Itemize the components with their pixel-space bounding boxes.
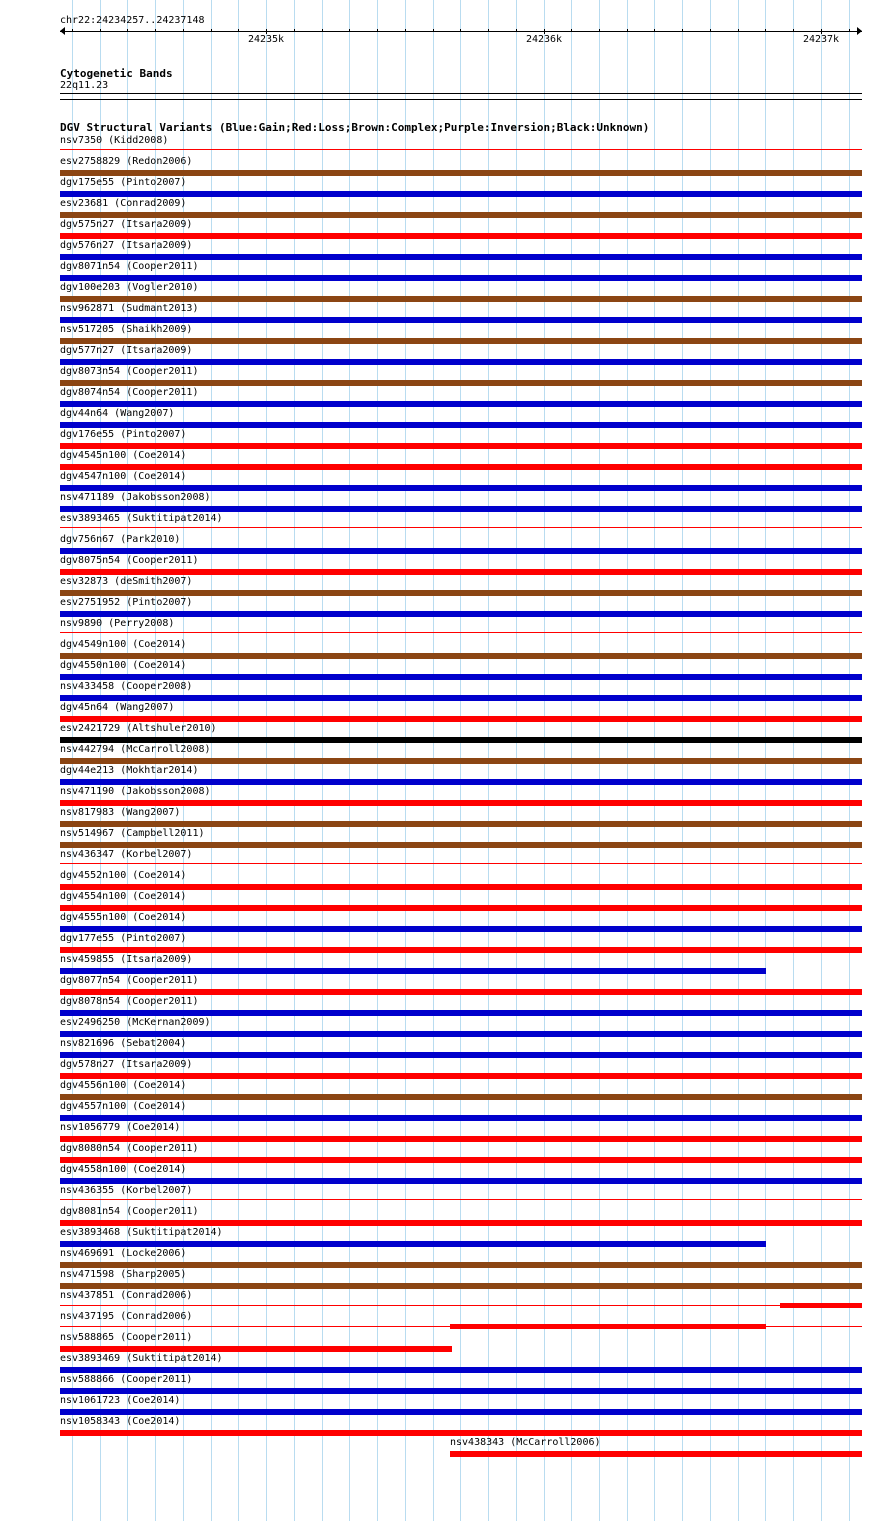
feature-label: dgv575n27 (Itsara2009) [60, 219, 193, 230]
feature-bar[interactable] [60, 506, 862, 512]
feature-bar[interactable] [60, 149, 862, 150]
feature-label: esv32873 (deSmith2007) [60, 576, 193, 587]
feature-label: nsv437195 (Conrad2006) [60, 1311, 193, 1322]
feature-bar[interactable] [60, 275, 862, 281]
feature-label: nsv588865 (Cooper2011) [60, 1332, 193, 1343]
feature-bar[interactable] [60, 1094, 862, 1100]
ruler-right-arrow-icon [857, 27, 862, 35]
feature-label: esv3893465 (Suktitipat2014) [60, 513, 223, 524]
ruler-minor-tick [155, 29, 156, 32]
feature-label: dgv100e203 (Vogler2010) [60, 282, 199, 293]
ruler-minor-tick [127, 29, 128, 32]
feature-label: dgv8074n54 (Cooper2011) [60, 387, 199, 398]
feature-label: dgv4556n100 (Coe2014) [60, 1080, 187, 1091]
feature-bar[interactable] [60, 716, 862, 722]
feature-bar[interactable] [60, 800, 862, 806]
feature-bar[interactable] [60, 1136, 862, 1142]
cytoband-line-top [60, 93, 862, 94]
feature-label: nsv588866 (Cooper2011) [60, 1374, 193, 1385]
feature-bar[interactable] [60, 1157, 862, 1163]
feature-bar[interactable] [60, 1241, 766, 1247]
ruler-minor-tick [571, 29, 572, 32]
feature-bar[interactable] [780, 1303, 862, 1308]
feature-bar[interactable] [60, 611, 862, 617]
feature-bar[interactable] [60, 1388, 862, 1394]
feature-label: nsv1061723 (Coe2014) [60, 1395, 181, 1406]
feature-bar[interactable] [60, 443, 862, 449]
feature-label: esv2421729 (Altshuler2010) [60, 723, 217, 734]
feature-bar[interactable] [60, 1052, 862, 1058]
feature-bar[interactable] [60, 653, 862, 659]
feature-bar[interactable] [60, 989, 862, 995]
feature-bar[interactable] [60, 191, 862, 197]
feature-label: dgv175e55 (Pinto2007) [60, 177, 187, 188]
ruler-tick-label: 24236k [525, 34, 563, 45]
feature-label: esv2751952 (Pinto2007) [60, 597, 193, 608]
feature-bar[interactable] [60, 212, 862, 218]
feature-label: dgv756n67 (Park2010) [60, 534, 181, 545]
feature-bar[interactable] [60, 548, 862, 554]
feature-label: esv23681 (Conrad2009) [60, 198, 187, 209]
feature-label: dgv4549n100 (Coe2014) [60, 639, 187, 650]
feature-label: esv2496250 (McKernan2009) [60, 1017, 211, 1028]
feature-label: esv3893468 (Suktitipat2014) [60, 1227, 223, 1238]
feature-bar[interactable] [60, 527, 862, 528]
feature-label: nsv471190 (Jakobsson2008) [60, 786, 211, 797]
feature-label: nsv459855 (Itsara2009) [60, 954, 193, 965]
feature-bar[interactable] [60, 422, 862, 428]
ruler-tick-label: 24235k [247, 34, 285, 45]
feature-label: nsv1058343 (Coe2014) [60, 1416, 181, 1427]
feature-bar[interactable] [60, 359, 862, 365]
feature-bar[interactable] [450, 1451, 862, 1457]
feature-bar[interactable] [60, 758, 862, 764]
feature-label: nsv7350 (Kidd2008) [60, 135, 169, 146]
feature-bar[interactable] [60, 779, 862, 785]
feature-bar[interactable] [60, 632, 862, 633]
feature-bar[interactable] [60, 380, 862, 386]
feature-bar[interactable] [60, 1409, 862, 1415]
feature-bar[interactable] [60, 1073, 862, 1079]
feature-label: dgv578n27 (Itsara2009) [60, 1059, 193, 1070]
feature-label: nsv437851 (Conrad2006) [60, 1290, 193, 1301]
feature-bar[interactable] [60, 884, 862, 890]
ruler-minor-tick [72, 29, 73, 32]
feature-label: nsv436347 (Korbel2007) [60, 849, 193, 860]
ruler-minor-tick [322, 29, 323, 32]
ruler-minor-tick [793, 29, 794, 32]
feature-bar[interactable] [60, 947, 862, 953]
feature-bar[interactable] [60, 1283, 862, 1289]
feature-label: nsv514967 (Campbell2011) [60, 828, 205, 839]
ruler-minor-tick [516, 29, 517, 32]
ruler-minor-tick [627, 29, 628, 32]
ruler-minor-tick [294, 29, 295, 32]
feature-label: nsv442794 (McCarroll2008) [60, 744, 211, 755]
feature-bar[interactable] [60, 1031, 862, 1037]
feature-label: dgv45n64 (Wang2007) [60, 702, 175, 713]
feature-label: dgv8071n54 (Cooper2011) [60, 261, 199, 272]
feature-label: dgv176e55 (Pinto2007) [60, 429, 187, 440]
cytoband-name: 22q11.23 [60, 80, 109, 91]
feature-label: dgv44e213 (Mokhtar2014) [60, 765, 199, 776]
feature-label: dgv4555n100 (Coe2014) [60, 912, 187, 923]
cytoband-track-title: Cytogenetic Bands [60, 67, 173, 80]
dgv-track-title: DGV Structural Variants (Blue:Gain;Red:Loss;Brown:Complex;Purple:Inversion;Black:Unknown) [60, 121, 650, 134]
feature-bar[interactable] [60, 842, 862, 848]
ruler-minor-tick [599, 29, 600, 32]
feature-label: dgv576n27 (Itsara2009) [60, 240, 193, 251]
feature-bar[interactable] [60, 338, 862, 344]
feature-label: nsv471598 (Sharp2005) [60, 1269, 187, 1280]
feature-label: dgv8077n54 (Cooper2011) [60, 975, 199, 986]
feature-label: nsv9890 (Perry2008) [60, 618, 175, 629]
feature-bar[interactable] [60, 968, 766, 974]
feature-bar[interactable] [60, 170, 862, 176]
ruler-minor-tick [849, 29, 850, 32]
feature-label: dgv4557n100 (Coe2014) [60, 1101, 187, 1112]
ruler-minor-tick [488, 29, 489, 32]
feature-baseline [60, 1305, 862, 1306]
ruler-tick-label: 24237k [802, 34, 840, 45]
feature-label: nsv438343 (McCarroll2006) [450, 1437, 601, 1448]
feature-label: nsv962871 (Sudmant2013) [60, 303, 199, 314]
feature-label: dgv8073n54 (Cooper2011) [60, 366, 199, 377]
ruler-minor-tick [349, 29, 350, 32]
ruler-minor-tick [183, 29, 184, 32]
feature-label: nsv821696 (Sebat2004) [60, 1038, 187, 1049]
ruler-minor-tick [100, 29, 101, 32]
feature-label: nsv436355 (Korbel2007) [60, 1185, 193, 1196]
feature-bar[interactable] [60, 1262, 862, 1268]
feature-label: dgv4558n100 (Coe2014) [60, 1164, 187, 1175]
feature-label: dgv8081n54 (Cooper2011) [60, 1206, 199, 1217]
feature-bar[interactable] [60, 233, 862, 239]
ruler-minor-tick [238, 29, 239, 32]
feature-bar[interactable] [60, 674, 862, 680]
feature-label: dgv177e55 (Pinto2007) [60, 933, 187, 944]
feature-bar[interactable] [60, 401, 862, 407]
feature-bar[interactable] [60, 254, 862, 260]
feature-bar[interactable] [60, 317, 862, 323]
ruler-minor-tick [405, 29, 406, 32]
ruler-minor-tick [460, 29, 461, 32]
feature-bar[interactable] [60, 821, 862, 827]
feature-label: esv2758829 (Redon2006) [60, 156, 193, 167]
feature-bar[interactable] [60, 296, 862, 302]
feature-label: dgv8080n54 (Cooper2011) [60, 1143, 199, 1154]
feature-label: nsv433458 (Cooper2008) [60, 681, 193, 692]
ruler-location-label: chr22:24234257..24237148 [60, 15, 205, 26]
ruler-left-arrow-icon [60, 27, 65, 35]
feature-bar[interactable] [60, 485, 862, 491]
ruler-minor-tick [682, 29, 683, 32]
feature-bar[interactable] [60, 863, 862, 864]
feature-bar[interactable] [60, 905, 862, 911]
feature-bar[interactable] [60, 590, 862, 596]
feature-bar[interactable] [60, 695, 862, 701]
feature-bar[interactable] [60, 737, 862, 743]
feature-bar[interactable] [60, 464, 862, 470]
feature-label: nsv1056779 (Coe2014) [60, 1122, 181, 1133]
cytoband-line-bottom [60, 99, 862, 100]
ruler-minor-tick [433, 29, 434, 32]
feature-bar[interactable] [60, 1346, 452, 1352]
feature-label: dgv4554n100 (Coe2014) [60, 891, 187, 902]
feature-label: nsv817983 (Wang2007) [60, 807, 181, 818]
feature-bar[interactable] [60, 1220, 862, 1226]
feature-label: dgv4552n100 (Coe2014) [60, 870, 187, 881]
ruler-minor-tick [710, 29, 711, 32]
feature-label: dgv44n64 (Wang2007) [60, 408, 175, 419]
feature-bar[interactable] [60, 1367, 862, 1373]
feature-bar[interactable] [60, 1010, 862, 1016]
feature-label: nsv517205 (Shaikh2009) [60, 324, 193, 335]
feature-label: nsv471189 (Jakobsson2008) [60, 492, 211, 503]
feature-bar[interactable] [60, 1430, 862, 1436]
feature-bar[interactable] [60, 1115, 862, 1121]
feature-label: dgv4550n100 (Coe2014) [60, 660, 187, 671]
feature-label: dgv8075n54 (Cooper2011) [60, 555, 199, 566]
ruler-minor-tick [377, 29, 378, 32]
feature-label: dgv4547n100 (Coe2014) [60, 471, 187, 482]
ruler-line [60, 31, 862, 32]
feature-label: esv3893469 (Suktitipat2014) [60, 1353, 223, 1364]
ruler-minor-tick [654, 29, 655, 32]
feature-label: dgv4545n100 (Coe2014) [60, 450, 187, 461]
feature-label: dgv577n27 (Itsara2009) [60, 345, 193, 356]
ruler-minor-tick [211, 29, 212, 32]
feature-bar[interactable] [60, 926, 862, 932]
ruler-minor-tick [765, 29, 766, 32]
feature-bar[interactable] [450, 1324, 766, 1329]
ruler-minor-tick [738, 29, 739, 32]
feature-bar[interactable] [60, 1199, 862, 1200]
feature-bar[interactable] [60, 569, 862, 575]
feature-label: nsv469691 (Locke2006) [60, 1248, 187, 1259]
feature-label: dgv8078n54 (Cooper2011) [60, 996, 199, 1007]
feature-bar[interactable] [60, 1178, 862, 1184]
